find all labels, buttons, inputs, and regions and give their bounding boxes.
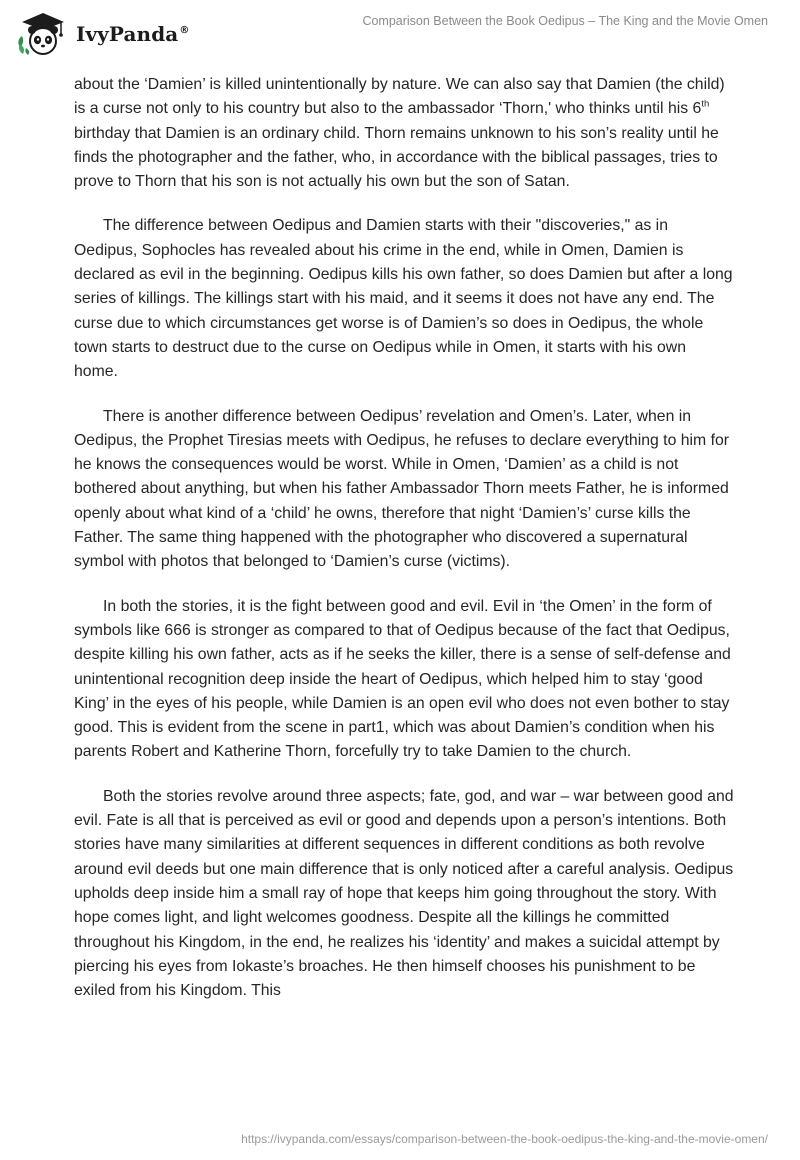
document-title: Comparison Between the Book Oedipus – The King and the Movie Omen (362, 14, 768, 28)
paragraph-1: about the ‘Damien’ is killed unintentionally by nature. We can also say that Damien (the child) is a curse not only to his country but also to the ambassador ‘Thorn,' who thinks until his 6th birthday that Damien is an ordinary child. Thorn remains unknown to his son’s reality until he finds the photographer and the father, who, in accordance with the biblical passages, tries to prove to Thorn that his son is not actually his own but the son of Satan. (74, 76, 725, 191)
paragraph-3: There is another difference between Oedipus’ revelation and Omen’s. Later, when in Oedipus, the Prophet Tiresias meets with Oedipus, he refuses to declare everything to him for he knows the consequences would be worst. While in Omen, ‘Damien’ as a child is not bothered about anything, but when his father Ambassador Thorn meets Father, he is informed openly about what kind of a ‘child’ he owns, therefore that night ‘Damien’s’ curse kills the Father. The same thing happened with the photographer who discovered a supernatural symbol with photos that belonged to ‘Damien’s curse (victims). (74, 407, 730, 571)
essay-body (74, 73, 734, 1023)
paragraph-5: Both the stories revolve around three aspects; fate, god, and war – war between good and evil. Fate is all that is perceived as evil or good and depends upon a person’s intentions. Both stories have many similarities at different sequences in different conditions as both revolve around evil deeds but one main difference that is only noticed after a careful analysis. Oedipus upholds deep inside him a small ray of hope that keeps him going throughout the story. With hope comes light, and light welcomes goodness. Despite all the killings he committed throughout his Kingdom, in the end, he realizes his ‘identity’ and makes a suicidal attempt by piercing his eyes from Iokaste’s broaches. He then himself chooses his punishment to be exiled from his Kingdom. This (74, 787, 734, 1000)
logo-text: IvyPanda® (76, 22, 190, 46)
paragraph-4: In both the stories, it is the fight between good and evil. Evil in ‘the Omen’ in the form of symbols like 666 is stronger as compared to that of Oedipus because of the fact that Oedipus, despite killing his own father, acts as if he seeks the killer, there is a sense of self-defense and unintentional recognition deep inside the heart of Oedipus, which helped him to stay ‘good King’ in the eyes of his people, while Damien is an open evil who does not even bother to stay good. This is evident from the scene in part1, which was about Damien’s condition when his parents Robert and Katherine Thorn, forcefully try to take Damien to the church. (74, 597, 731, 761)
footer-source-link[interactable]: https://ivypanda.com/essays/comparison-between-the-book-oedipus-the-king-and-the-movie-omen/ (241, 1132, 768, 1146)
panda-graduate-icon (14, 8, 72, 58)
ivypanda-logo[interactable] (14, 8, 189, 58)
paragraph-2: The difference between Oedipus and Damien starts with their "discoveries," as in Oedipus, Sophocles has revealed about his crime in the end, while in Omen, Damien is declared as evil in the beginning. Oedipus kills his own father, so does Damien but after a long series of killings. The killings start with his maid, and it seems it does not have any end. The curse due to which circumstances get worse is of Damien’s so does in Oedipus, the whole town starts to destruct due to the curse on Oedipus while in Omen, it starts with his own home. (74, 217, 733, 381)
page-header (0, 0, 800, 66)
